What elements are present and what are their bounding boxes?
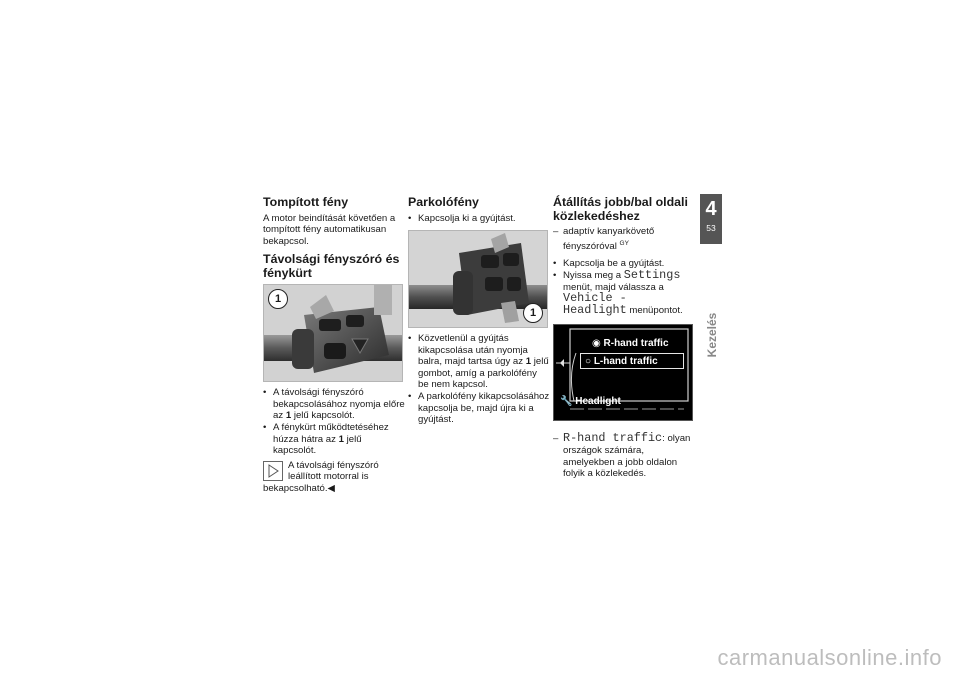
display-footer (560, 396, 621, 408)
bullet-marker: • (263, 387, 267, 399)
bullet-marker: • (553, 258, 557, 270)
handlebar-switch-photo-right (408, 230, 548, 328)
list-item-text: Kapcsolja ki a gyújtást. (418, 212, 516, 224)
menu-option-name: R-hand traffic (563, 431, 663, 446)
low-beam-text: A motor beindítását követően a tompított fény automatikusan bekapcsol. (263, 212, 396, 247)
dash-marker: – (553, 433, 559, 445)
dash-marker: – (553, 226, 559, 237)
list-item (408, 391, 550, 426)
bullet-marker: • (408, 391, 412, 403)
callout-ref: 1 (285, 410, 292, 422)
list-item-text: A parkolófény kikapcsolásához kapcsolja be, majd újra ki a gyújtást. (418, 391, 550, 426)
list-item (263, 422, 405, 457)
list-item-text: menüpontot. (626, 304, 683, 316)
menu-path: Vehicle - Headlight (563, 291, 627, 317)
bullet-marker: • (263, 422, 267, 434)
heading-low-beam: Tompított fény (263, 195, 349, 209)
bullet-marker: • (553, 269, 557, 281)
column-3 (553, 196, 695, 480)
list-item (263, 387, 405, 422)
bullet-marker: • (408, 333, 412, 345)
heading-parking-light: Parkolófény (408, 195, 479, 209)
display-footer-label: Headlight (575, 396, 621, 408)
note-triangle-icon (263, 461, 283, 481)
list-item-text: Nyissa meg a (563, 269, 624, 281)
callout-1: 1 (268, 289, 288, 309)
list-item (553, 226, 695, 252)
menu-item-r-hand (592, 338, 669, 350)
superscript-mark: GY (619, 239, 629, 247)
watermark: carmanualsonline.info (717, 645, 942, 670)
list-item (408, 333, 550, 391)
heading-traffic-switch: Átállítás jobb/bal oldali közlekedéshez (553, 195, 688, 223)
list-item-text: menüt, majd válassza a (563, 281, 664, 293)
end-marker-icon: ◀ (327, 483, 335, 495)
list-item-text: jelű gombot, amíg a parkolófény be nem kapcsol. (418, 356, 549, 391)
list-item-text: : olyan országok számára, amelyekben a jobb oldalon folyik a közlekedés. (563, 433, 691, 480)
list-item-text: jelű kapcsolót. (291, 410, 355, 422)
chapter-number: 4 (705, 198, 717, 220)
radio-selected-icon: ◉ (592, 338, 601, 350)
heading-high-beam: Távolsági fényszóró és fénykürt (263, 252, 400, 280)
note-text: A távolsági fényszóró leállított motorral is bekapcsolható. (263, 459, 379, 495)
note (263, 460, 405, 495)
list-item (553, 433, 695, 479)
chapter-tab (700, 194, 722, 244)
bullet-marker: • (408, 212, 412, 224)
column-2 (408, 196, 550, 426)
menu-item-l-hand (580, 353, 684, 369)
list-item (408, 213, 550, 225)
list-item-text: A távolsági fényszóró bekapcsolásához nyomja előre az (273, 387, 405, 422)
wrench-icon: 🔧 (560, 396, 573, 408)
list-item-text: jelű kapcsolót. (273, 433, 362, 457)
callout-1: 1 (523, 303, 543, 323)
callout-ref: 1 (525, 356, 532, 368)
list-item-text: Közvetlenül a gyújtás kikapcsolása után nyomja balra, majd tartsa úgy az (418, 333, 528, 368)
page-number: 53 (706, 223, 716, 233)
tft-display-screen (553, 324, 693, 421)
column-1 (263, 196, 405, 495)
callout-ref: 1 (338, 433, 344, 445)
menu-item-label: R-hand traffic (603, 338, 669, 350)
radio-empty-icon: ○ (585, 356, 592, 368)
section-label-text: Kezelés (705, 312, 719, 358)
list-item-text: A fénykürt működtetéséhez húzza hátra az (273, 422, 389, 445)
side-section-label (699, 300, 725, 370)
menu-item-label: L-hand traffic (593, 356, 658, 368)
handlebar-switch-photo-left (263, 284, 403, 382)
list-item-text: adaptív kanyarkövető fényszóróval (563, 226, 655, 252)
list-item (553, 267, 695, 317)
list-item-text: Kapcsolja be a gyújtást. (563, 258, 665, 270)
menu-name: Settings (623, 267, 681, 282)
